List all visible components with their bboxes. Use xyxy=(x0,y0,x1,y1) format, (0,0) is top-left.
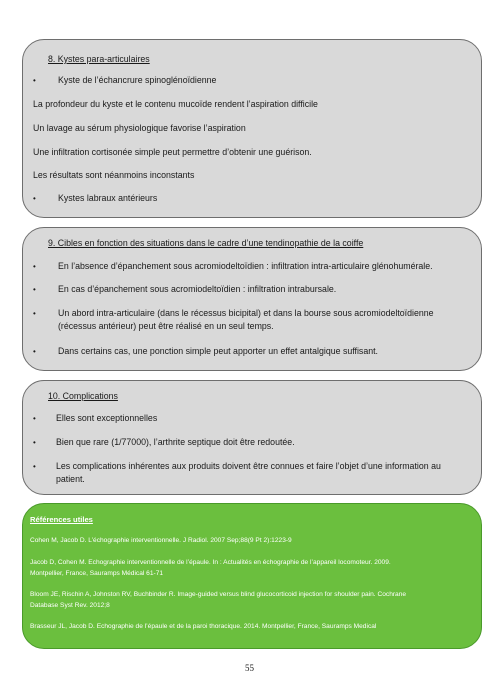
reference-2-cont: Montpellier, France, Sauramps Médical 61-71 xyxy=(30,570,164,577)
reference-1: Cohen M, Jacob D. L’échographie interventionnelle. J Radiol. 2007 Sep;88(9 Pt 2):1223-9 xyxy=(30,537,292,544)
reference-2: Jacob D, Cohen M. Echographie interventionnelle de l’épaule. In : Actualités en échographie de l’appareil locomoteur. 2009. xyxy=(30,559,391,566)
reference-4: Brasseur JL, Jacob D. Echographie de l’épaule et de la paroi thoracique. 2014. Montpellier, France, Sauramps Medical xyxy=(30,623,377,630)
section-8-line-1: La profondeur du kyste et le contenu mucoïde rendent l’aspiration difficile xyxy=(33,99,318,109)
section-9-item-4: Dans certains cas, une ponction simple peut apporter un effet antalgique suffisant. xyxy=(58,346,378,356)
bullet-icon: • xyxy=(33,262,36,271)
section-8-line-4: Les résultats sont néanmoins inconstants xyxy=(33,170,195,180)
bullet-icon: • xyxy=(33,414,36,423)
section-8-bullet-2: Kystes labraux antérieurs xyxy=(58,193,158,203)
section-10-item-3-cont: patient. xyxy=(56,474,85,484)
section-8-bullet-1: Kyste de l’échancrure spinoglénoïdienne xyxy=(58,75,217,85)
references-heading: Références utiles xyxy=(30,515,93,524)
section-9-heading: 9. Cibles en fonction des situations dans le cadre d’une tendinopathie de la coiffe xyxy=(48,238,364,248)
reference-3: Bloom JE, Rischin A, Johnston RV, Buchbinder R. Image-guided versus blind glucocorticoid injection for shoulder pain. Cochrane xyxy=(30,591,407,598)
bullet-icon: • xyxy=(33,76,36,85)
section-8-heading: 8. Kystes para-articulaires xyxy=(48,54,150,64)
page-number: 55 xyxy=(245,663,254,673)
bullet-icon: • xyxy=(33,285,36,294)
section-8-line-3: Une infiltration cortisonée simple peut permettre d’obtenir une guérison. xyxy=(33,147,312,157)
bullet-icon: • xyxy=(33,194,36,203)
bullet-icon: • xyxy=(33,438,36,447)
section-10-heading: 10. Complications xyxy=(48,391,118,401)
section-10-item-1: Elles sont exceptionnelles xyxy=(56,413,158,423)
section-10-item-3: Les complications inhérentes aux produits doivent être connues et faire l’objet d’une information au xyxy=(56,461,441,471)
bullet-icon: • xyxy=(33,462,36,471)
section-9-item-1: En l’absence d’épanchement sous acromiodeltoïdien : infiltration intra-articulaire glénohumérale. xyxy=(58,261,433,271)
section-8-line-2: Un lavage au sérum physiologique favorise l’aspiration xyxy=(33,123,246,133)
section-9-item-2: En cas d’épanchement sous acromiodeltoïdien : infiltration intrabursale. xyxy=(58,284,337,294)
section-9-item-3: Un abord intra-articulaire (dans le récessus bicipital) et dans la bourse sous acromiodeltoïdienne xyxy=(58,308,434,318)
bullet-icon: • xyxy=(33,309,36,318)
section-10-item-2: Bien que rare (1/77000), l’arthrite septique doit être redoutée. xyxy=(56,437,295,447)
section-9-item-3-cont: (récessus antérieur) peut être réalisé en un seul temps. xyxy=(58,321,274,331)
reference-3-cont: Database Syst Rev. 2012;8 xyxy=(30,602,110,609)
bullet-icon: • xyxy=(33,347,36,356)
